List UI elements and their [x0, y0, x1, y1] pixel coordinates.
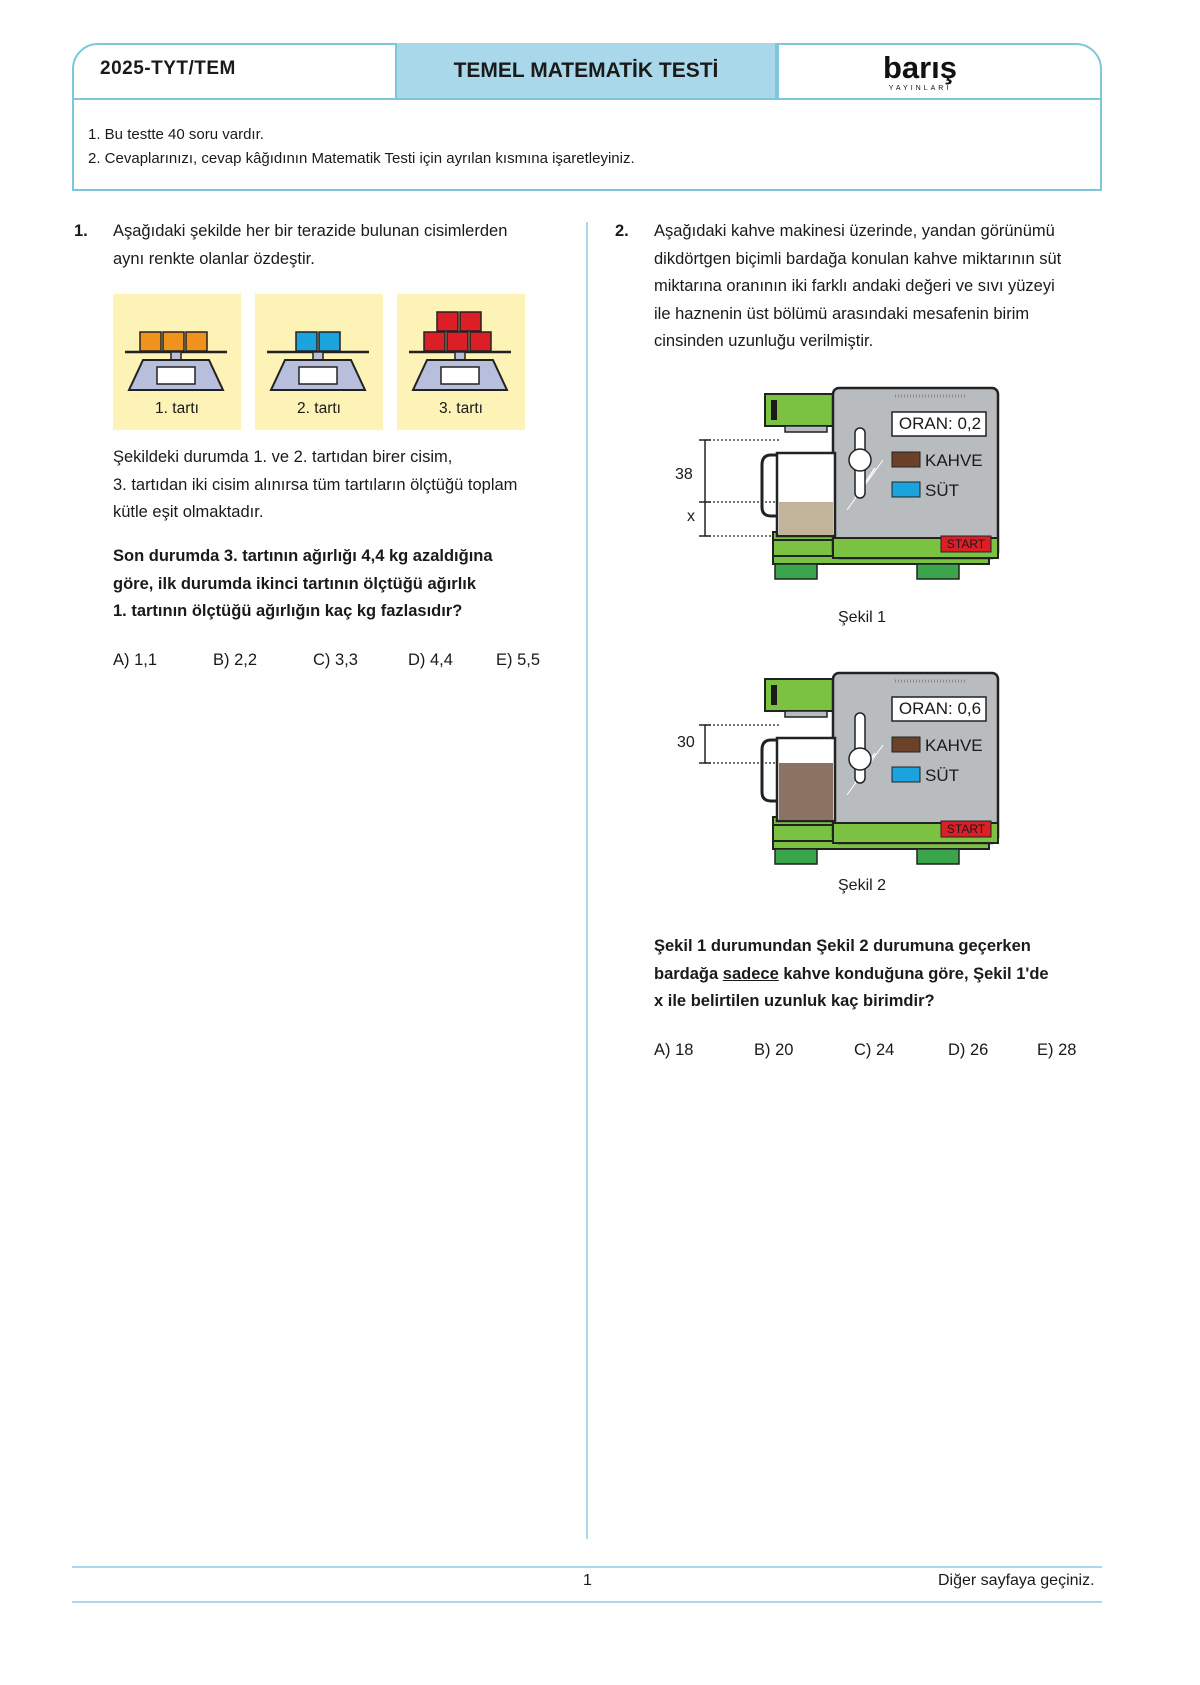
scale-2-figure — [255, 294, 383, 430]
footer-bottom-line — [72, 1601, 1102, 1603]
figure-2-caption: Şekil 2 — [838, 877, 887, 894]
q1-prompt-line: 1. tartının ölçtüğü ağırlığın kaç kg fazlasıdır? — [113, 602, 463, 620]
q1-prompt-line: Son durumda 3. tartının ağırlığı 4,4 kg azaldığına — [113, 547, 493, 565]
q1-body-line: Şekildeki durumda 1. ve 2. tartıdan birer cisim, — [113, 448, 453, 466]
svg-text:barış: barış — [882, 50, 958, 85]
question-2-prompt — [654, 933, 1049, 1016]
question-1-prompt — [113, 543, 493, 626]
q1-option-d[interactable]: D) 4,4 — [408, 651, 453, 669]
q1-option-a[interactable]: A) 1,1 — [113, 651, 158, 669]
figure-1-caption: Şekil 1 — [838, 609, 887, 626]
fig2-sut-label: SÜT — [925, 766, 959, 785]
question-1-intro — [113, 218, 507, 273]
scale-1-label: 1. tartı — [155, 400, 199, 417]
q2-option-d[interactable]: D) 26 — [948, 1041, 989, 1059]
q1-intro-line: Aşağıdaki şekilde her bir terazide bulunan cisimlerden — [113, 222, 508, 240]
fig2-start-button: START — [946, 822, 986, 836]
q1-intro-line: aynı renkte olanlar özdeştir. — [113, 249, 315, 268]
question-2-number: 2. — [615, 222, 629, 240]
q2-intro-line: cinsinden uzunluğu verilmiştir. — [654, 332, 874, 350]
q1-option-c[interactable]: C) 3,3 — [313, 651, 358, 669]
fig1-dim-x: x — [687, 508, 695, 525]
fig1-kahve-label: KAHVE — [925, 451, 983, 470]
q2-prompt-part: kahve konduğuna göre, Şekil 1'de — [778, 964, 1049, 983]
q1-prompt-line: göre, ilk durumda ikinci tartının ölçtüğü ağırlık — [113, 574, 477, 593]
q2-prompt-emphasis: sadece — [722, 964, 779, 983]
q2-prompt-line — [654, 961, 1049, 989]
scale-3-label: 3. tartı — [439, 400, 483, 417]
brand-logo — [870, 50, 970, 94]
page-number: 1 — [583, 1572, 592, 1589]
scale-2-label: 2. tartı — [297, 400, 341, 417]
q2-prompt-line: Şekil 1 durumundan Şekil 2 durumuna geçerken — [654, 937, 1031, 955]
q1-body-line: 3. tartıdan iki cisim alınırsa tüm tartıların ölçtüğü toplam — [113, 475, 518, 494]
q2-intro-line: dikdörtgen biçimli bardağa konulan kahve miktarının süt — [654, 249, 1062, 268]
q2-intro-line: ile haznenin üst bölümü arasındaki mesafenin birim — [654, 304, 1030, 323]
coffee-machine-figure-2 — [665, 665, 1005, 875]
q2-intro-line: Aşağıdaki kahve makinesi üzerinde, yandan görünümü — [654, 222, 1055, 240]
q2-prompt-line: x ile belirtilen uzunluk kaç birimdir? — [654, 992, 935, 1010]
svg-text:YAYINLARI: YAYINLARI — [888, 85, 952, 92]
fig1-ratio-label: ORAN: 0,2 — [898, 414, 982, 433]
next-page-note: Diğer sayfaya geçiniz. — [938, 1572, 1095, 1589]
fig2-dim-30: 30 — [677, 734, 695, 751]
q1-option-e[interactable]: E) 5,5 — [496, 651, 541, 669]
question-1-number: 1. — [74, 222, 88, 240]
q1-option-b[interactable]: B) 2,2 — [213, 651, 258, 669]
q1-body-line: kütle eşit olmaktadır. — [113, 503, 264, 521]
test-title-text: TEMEL MATEMATİK TESTİ — [453, 58, 719, 82]
instruction-2: 2. Cevaplarınızı, cevap kâğıdının Matematik Testi için ayrılan kısmına işaretleyiniz. — [88, 150, 635, 167]
coffee-machine-figure-1 — [665, 380, 1005, 600]
q2-intro-line: miktarına oranının iki farklı andaki değeri ve sıvı yüzeyi — [654, 277, 1055, 295]
scale-1-figure — [113, 294, 241, 430]
fig1-sut-label: SÜT — [925, 481, 959, 500]
fig2-kahve-label: KAHVE — [925, 736, 983, 755]
q2-option-b[interactable]: B) 20 — [754, 1041, 794, 1059]
q2-option-c[interactable]: C) 24 — [854, 1041, 895, 1059]
instruction-1: 1. Bu testte 40 soru vardır. — [88, 126, 264, 143]
q2-option-a[interactable]: A) 18 — [654, 1041, 694, 1059]
question-2-intro — [654, 218, 1061, 356]
fig1-dim-38: 38 — [675, 466, 693, 483]
footer-top-line — [72, 1566, 1102, 1568]
fig1-start-button: START — [946, 537, 986, 551]
fig2-ratio-label: ORAN: 0,6 — [898, 699, 982, 718]
q2-option-e[interactable]: E) 28 — [1037, 1041, 1077, 1059]
test-title — [395, 43, 777, 98]
header-separator — [777, 43, 779, 98]
exam-code: 2025-TYT/TEM — [100, 58, 236, 79]
q2-prompt-part: bardağa — [654, 964, 723, 983]
scale-3-figure — [397, 294, 525, 430]
column-divider — [586, 222, 588, 1539]
question-1-body — [113, 444, 517, 527]
header-divider — [72, 98, 1102, 100]
